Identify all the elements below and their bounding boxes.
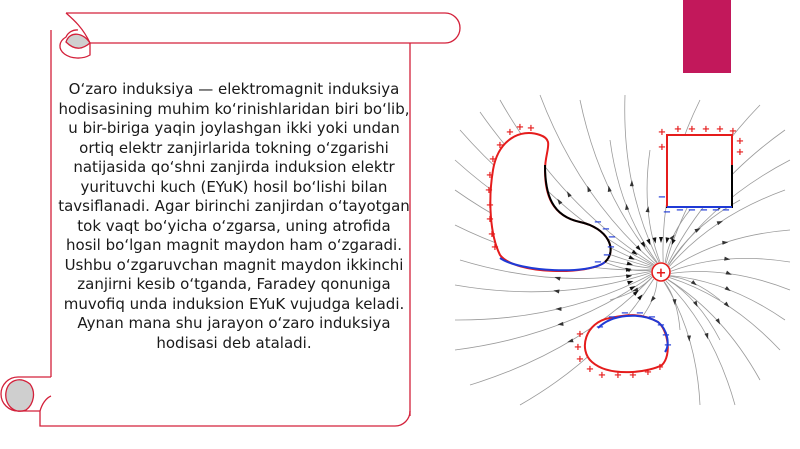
field-line	[668, 280, 720, 340]
positive-charge-sign: +	[485, 170, 495, 181]
positive-charge-sign: +	[687, 124, 697, 135]
scroll-bottom-curl-shade	[6, 380, 34, 411]
positive-charge-sign: +	[643, 367, 653, 378]
field-arrow	[627, 279, 634, 285]
positive-charge-sign: +	[575, 354, 585, 365]
negative-charge-sign: −	[656, 320, 666, 331]
scroll-bottom-join	[40, 396, 51, 411]
positive-charge-sign: +	[735, 136, 745, 147]
field-arrow	[659, 237, 663, 243]
field-arrow	[626, 274, 632, 279]
negative-charge-sign: −	[711, 205, 721, 216]
positive-charge-sign: +	[488, 154, 498, 165]
negative-charge-sign: −	[601, 224, 611, 235]
scroll-top-roll	[66, 13, 460, 43]
positive-charge-sign: +	[715, 124, 725, 135]
field-line	[671, 230, 790, 269]
left-conductor	[487, 133, 610, 271]
positive-charge-sign: +	[515, 122, 525, 133]
negative-charge-sign: −	[687, 205, 697, 216]
negative-charge-sign: −	[675, 205, 685, 216]
positive-charge-sign: +	[628, 370, 638, 381]
negative-charge-sign: −	[662, 207, 672, 218]
field-arrow	[704, 333, 709, 340]
positive-charge-sign: +	[728, 126, 738, 137]
field-arrow	[630, 180, 634, 186]
field-arrow	[724, 302, 731, 309]
field-arrow	[557, 322, 563, 327]
negative-charge-sign: −	[635, 308, 645, 319]
field-arrow	[624, 203, 629, 209]
positive-charge-sign: +	[657, 142, 667, 153]
positive-charge-sign: +	[673, 124, 683, 135]
field-arrow	[725, 286, 732, 293]
field-arrow	[555, 307, 561, 311]
positive-charge-sign: +	[701, 124, 711, 135]
field-arrow	[649, 296, 656, 303]
negative-charge-sign: −	[593, 257, 603, 268]
square-conductor	[667, 135, 732, 207]
positive-charge-sign: +	[495, 140, 505, 151]
negative-charge-sign: −	[607, 232, 617, 243]
positive-charge-sign: +	[585, 364, 595, 375]
field-arrow	[637, 293, 644, 300]
negative-charge-sign: −	[657, 192, 667, 203]
negative-charge-sign: −	[699, 205, 709, 216]
field-diagram	[450, 88, 795, 410]
field-arrow	[628, 255, 635, 261]
field-arrow	[687, 335, 691, 341]
field-line	[607, 140, 657, 263]
negative-charge-sign: −	[620, 308, 630, 319]
field-line	[671, 258, 790, 271]
field-arrow	[722, 240, 728, 244]
positive-charge-sign: +	[657, 127, 667, 138]
field-line	[455, 273, 651, 292]
positive-charge-sign: +	[573, 342, 583, 353]
accent-bar	[683, 0, 731, 73]
positive-charge-sign: +	[505, 127, 515, 138]
positive-charge-sign: +	[485, 214, 495, 225]
negative-charge-sign: −	[602, 250, 612, 261]
field-arrow	[567, 338, 574, 344]
positive-charge-sign: +	[655, 362, 665, 373]
scroll-paragraph: O‘zaro induksiya — elektromagnit induksiya hodisasining muhim ko‘rinishlaridan biri bo‘lib, u bir-biriga yaqin joylashgan ikki yoki undan ortiq elektr zanjirlarida tokning o‘zgarishi natijasida qo‘shni zanjirda induksion elektr yurituvchi kuch (EYuK) hosil bo‘lishi bilan tavsiflanadi. Agar birinchi zanjirdan o‘tayotgan tok vaqt bo‘yicha o‘zgarsa, uning atrofida hosil bo‘lgan magnit maydon ham o‘zgaradi. Ushbu o‘zgaruvchan magnit maydon ikkinchi zanjirni kesib o‘tganda, Faradey qonuniga muvofiq unda induksion EYuK vujudga keladi. Aynan mana shu jarayon o‘zaro induksiya hodisasi deb ataladi.	[58, 80, 410, 352]
negative-charge-sign: −	[607, 312, 617, 323]
negative-charge-sign: −	[647, 312, 657, 323]
positive-charge-sign: +	[490, 242, 500, 253]
positive-charge-sign: +	[487, 229, 497, 240]
negative-charge-sign: −	[661, 330, 671, 341]
scroll-bottom-roll	[18, 411, 410, 426]
field-arrow	[607, 185, 612, 192]
point-charge-label: +	[655, 266, 667, 281]
field-line	[647, 150, 660, 262]
field-arrow	[641, 241, 648, 248]
positive-charge-sign: +	[597, 370, 607, 381]
positive-charge-sign: +	[735, 147, 745, 158]
positive-charge-sign: +	[575, 329, 585, 340]
negative-charge-sign: −	[721, 205, 731, 216]
field-line	[664, 282, 680, 330]
field-arrow	[664, 237, 669, 244]
positive-charge-sign: +	[613, 370, 623, 381]
positive-charge-sign: +	[484, 185, 494, 196]
positive-charge-sign: +	[485, 200, 495, 211]
negative-charge-sign: −	[663, 340, 673, 351]
negative-charge-sign: −	[593, 217, 603, 228]
positive-charge-sign: +	[526, 123, 536, 134]
negative-charge-sign: −	[606, 242, 616, 253]
field-line	[625, 95, 659, 262]
negative-charge-sign: −	[595, 322, 605, 333]
